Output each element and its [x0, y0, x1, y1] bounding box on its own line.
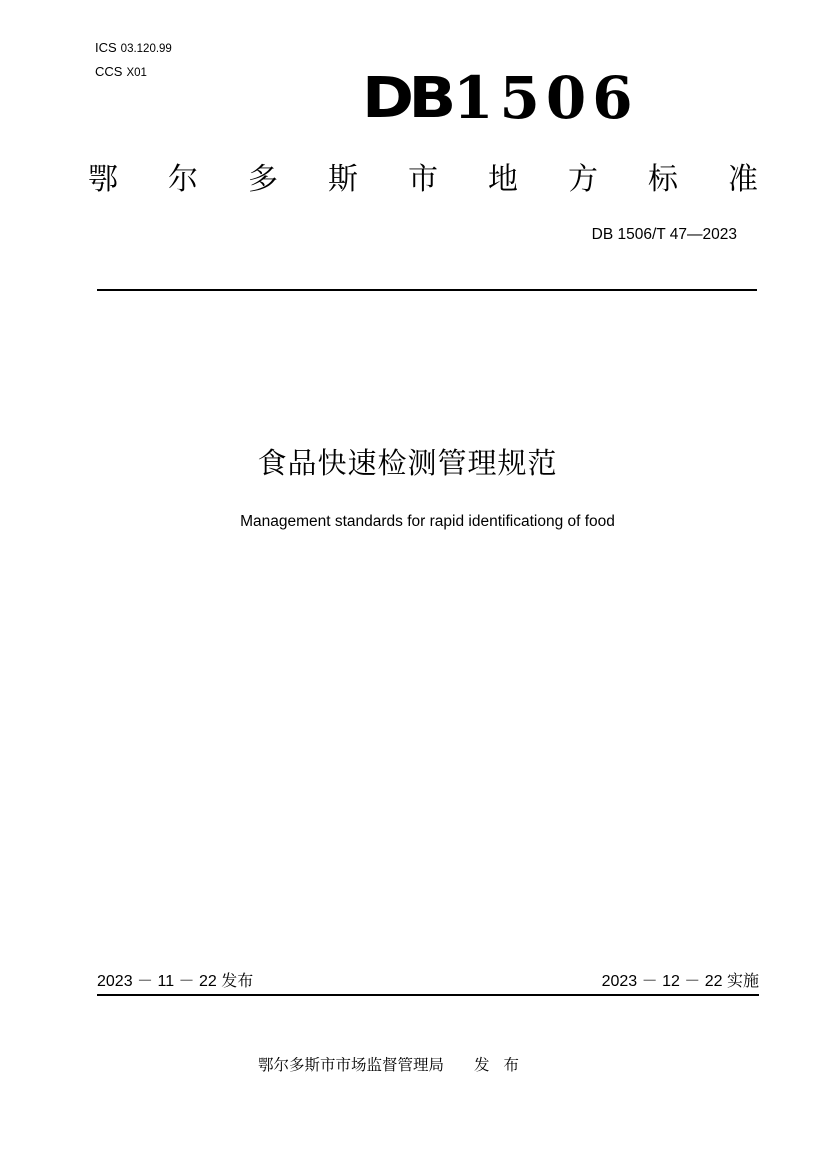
standard-number: DB 1506/T 47—2023: [591, 226, 737, 243]
standard-type-char: 多: [248, 162, 278, 197]
issue-label: 发布: [474, 1056, 534, 1074]
issuing-authority: 鄂尔多斯市市场监督管理局: [258, 1056, 445, 1074]
bottom-divider: [97, 994, 759, 996]
publish-date: 2023 － 11 － 22 发布: [97, 973, 254, 990]
ccs-line: [95, 64, 147, 81]
implement-date: 2023 － 12 － 22 实施: [601, 973, 759, 990]
db-logo-number: 1506: [453, 64, 639, 132]
standard-type-char: 斯: [328, 162, 358, 197]
standard-type-char: 准: [728, 162, 758, 197]
ics-label: ICS: [95, 40, 117, 55]
ics-value: 03.120.99: [120, 43, 172, 55]
publisher-line: [258, 1055, 533, 1075]
standard-type-char: 市: [408, 162, 438, 197]
db-logo-prefix: DB: [362, 65, 451, 131]
ccs-label: CCS: [95, 64, 123, 79]
ics-line: [95, 40, 172, 57]
standard-type-char: 地: [488, 162, 518, 197]
db-logo: [362, 66, 639, 130]
standard-type-heading: [88, 160, 758, 200]
standard-type-char: 鄂: [88, 162, 118, 197]
ccs-value: X01: [126, 67, 147, 79]
top-divider: [97, 289, 757, 291]
standard-type-char: 方: [568, 162, 598, 197]
document-title-zh: 食品快速检测管理规范: [257, 446, 558, 480]
document-title-en: Management standards for rapid identificationg of food: [240, 513, 615, 530]
standard-type-char: 尔: [168, 162, 198, 197]
standard-type-char: 标: [648, 162, 678, 197]
